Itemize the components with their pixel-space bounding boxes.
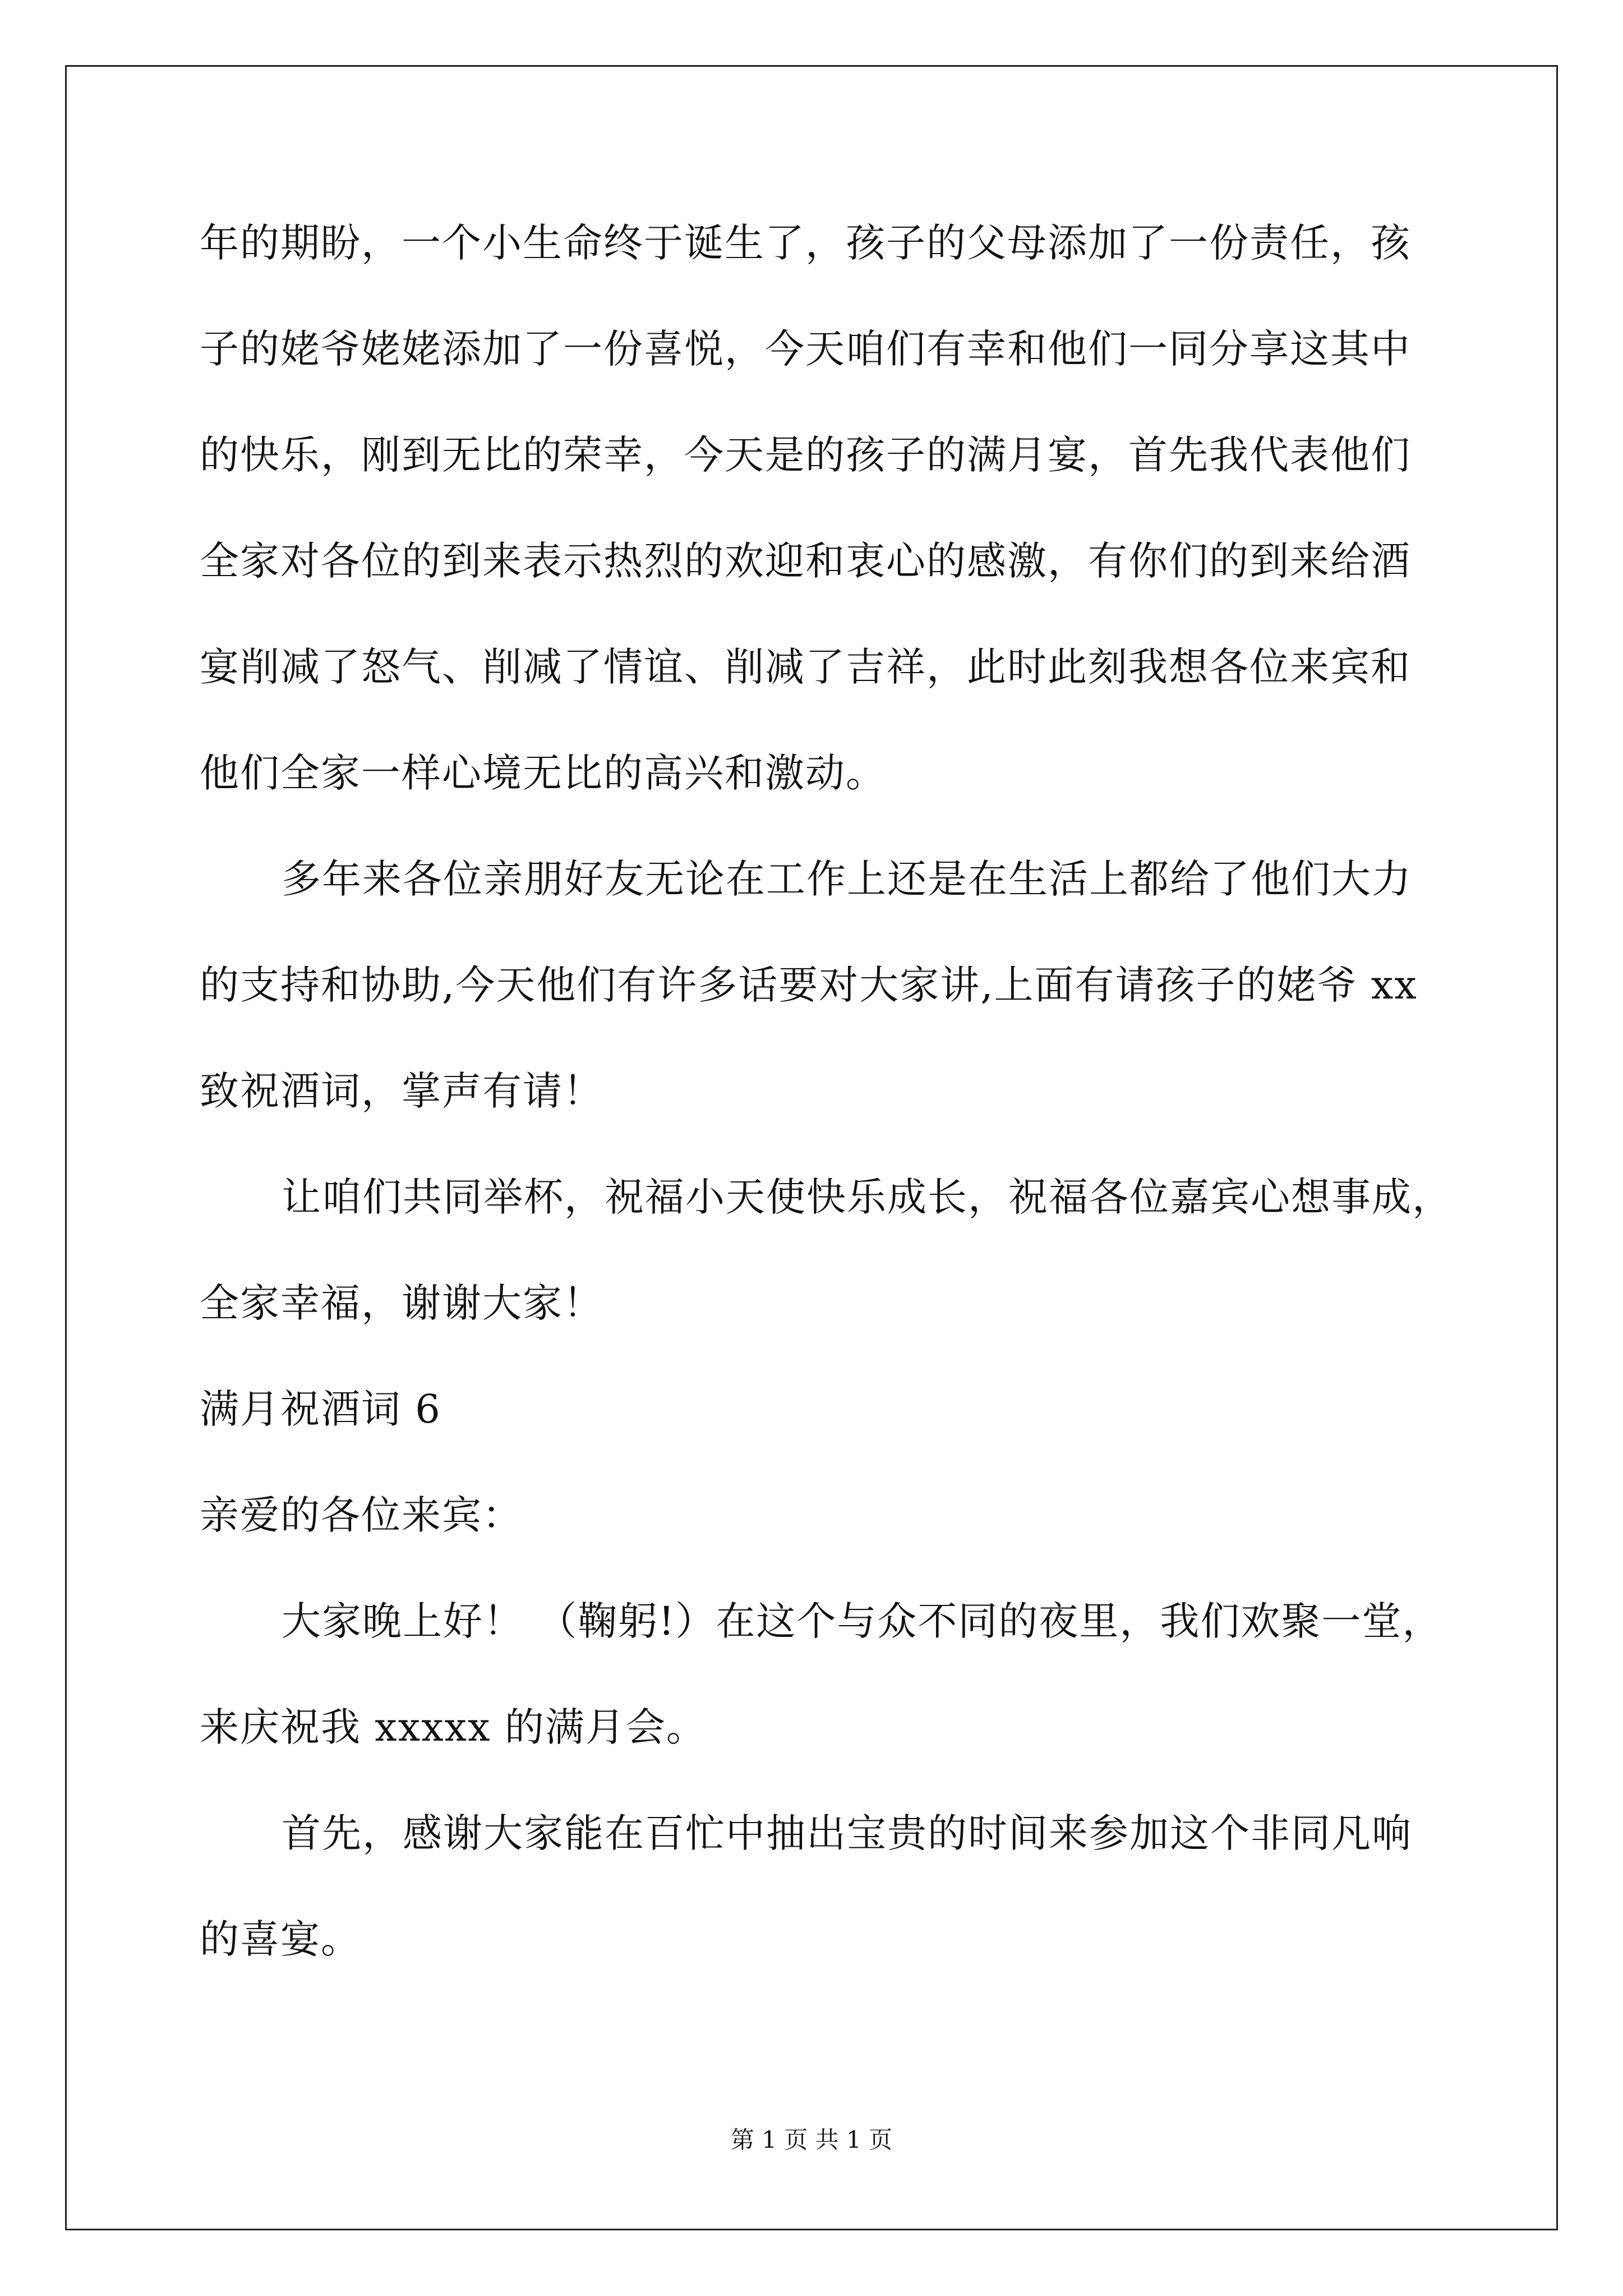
text-line: 多年来各位亲朋好友无论在工作上还是在生活上都给了他们大力 [282, 856, 1412, 902]
text-line: 来庆祝我 xxxxx 的满月会。 [200, 1704, 707, 1750]
text-line: 子的姥爷姥姥添加了一份喜悦，今天咱们有幸和他们一同分享这其中 [200, 326, 1411, 372]
text-line: 宴削减了怒气、削减了情谊、削减了吉祥，此时此刻我想各位来宾和 [200, 644, 1411, 690]
text-line: 的支持和协助,今天他们有许多话要对大家讲,上面有请孩子的姥爷 xx [200, 962, 1418, 1008]
document-body [200, 216, 1453, 2018]
section-heading: 满月祝酒词 6 [200, 1386, 441, 1432]
text-line: 大家晚上好！ （鞠躬!）在这个与众不同的夜里，我们欢聚一堂， [282, 1598, 1443, 1644]
salutation: 亲爱的各位来宾： [200, 1492, 523, 1538]
text-line: 他们全家一样心境无比的高兴和激动。 [200, 750, 886, 796]
text-line: 让咱们共同举杯，祝福小天使快乐成长，祝福各位嘉宾心想事成， [282, 1174, 1453, 1220]
page-number: 第 1 页 共 1 页 [730, 2126, 893, 2154]
text-line: 的快乐，刚到无比的荣幸，今天是的孩子的满月宴，首先我代表他们 [200, 432, 1411, 478]
text-line: 年的期盼，一个小生命终于诞生了，孩子的父母添加了一份责任，孩 [200, 220, 1411, 266]
text-line: 全家对各位的到来表示热烈的欢迎和衷心的感激，有你们的到来给酒 [200, 538, 1411, 584]
text-line: 致祝酒词，掌声有请！ [200, 1068, 603, 1114]
text-line: 的喜宴。 [200, 1916, 361, 1962]
text-line: 全家幸福，谢谢大家！ [200, 1280, 603, 1326]
text-line: 首先，感谢大家能在百忙中抽出宝贵的时间来参加这个非同凡响 [282, 1810, 1412, 1856]
